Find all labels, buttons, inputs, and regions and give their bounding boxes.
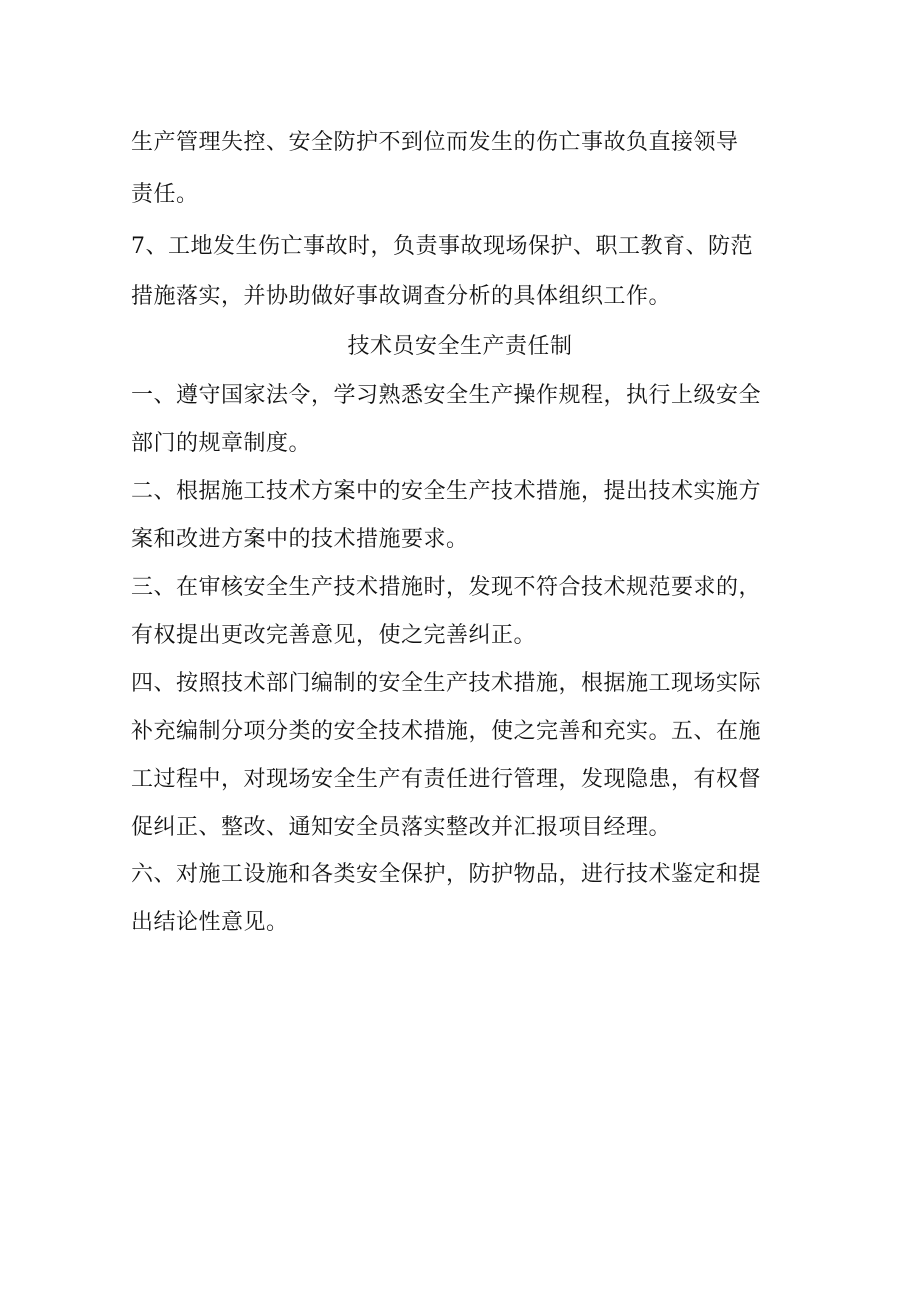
list-item-2-line: 案和改进方案中的技术措施要求。 (131, 527, 469, 552)
list-item-5-line: 工过程中，对现场安全生产有责任进行管理，发现隐患，有权督 (131, 767, 762, 792)
paragraph-line: 责任。 (131, 182, 199, 207)
list-item-4-line: 四、按照技术部门编制的安全生产技术措施，根据施工现场实际 (131, 671, 762, 696)
paragraph-line: 生产管理失控、安全防护不到位而发生的伤亡事故负直接领导 (131, 130, 739, 155)
list-item-5-line: 促纠正、整改、通知安全员落实整改并汇报项目经理。 (131, 815, 672, 840)
list-item-4-line: 补充编制分项分类的安全技术措施，使之完善和充实。五、在施 (131, 719, 762, 744)
list-item-3-line: 三、在审核安全生产技术措施时，发现不符合技术规范要求的， (131, 575, 762, 600)
list-item-3-line: 有权提出更改完善意见，使之完善纠正。 (131, 623, 537, 648)
list-item-7-line: 7、工地发生伤亡事故时，负责事故现场保护、职工教育、防范 (131, 234, 753, 259)
list-item-6-line: 六、对施工设施和各类安全保护，防护物品，进行技术鉴定和提 (131, 862, 762, 887)
list-item-1-line: 一、遵守国家法令，学习熟悉安全生产操作规程，执行上级安全 (131, 383, 762, 408)
list-item-2-line: 二、根据施工技术方案中的安全生产技术措施，提出技术实施方 (131, 479, 762, 504)
section-title: 技术员安全生产责任制 (347, 334, 573, 359)
list-item-1-line: 部门的规章制度。 (131, 431, 312, 456)
list-item-7-line: 措施落实，并协助做好事故调查分析的具体组织工作。 (131, 284, 672, 309)
list-item-6-line: 出结论性意见。 (131, 910, 289, 935)
